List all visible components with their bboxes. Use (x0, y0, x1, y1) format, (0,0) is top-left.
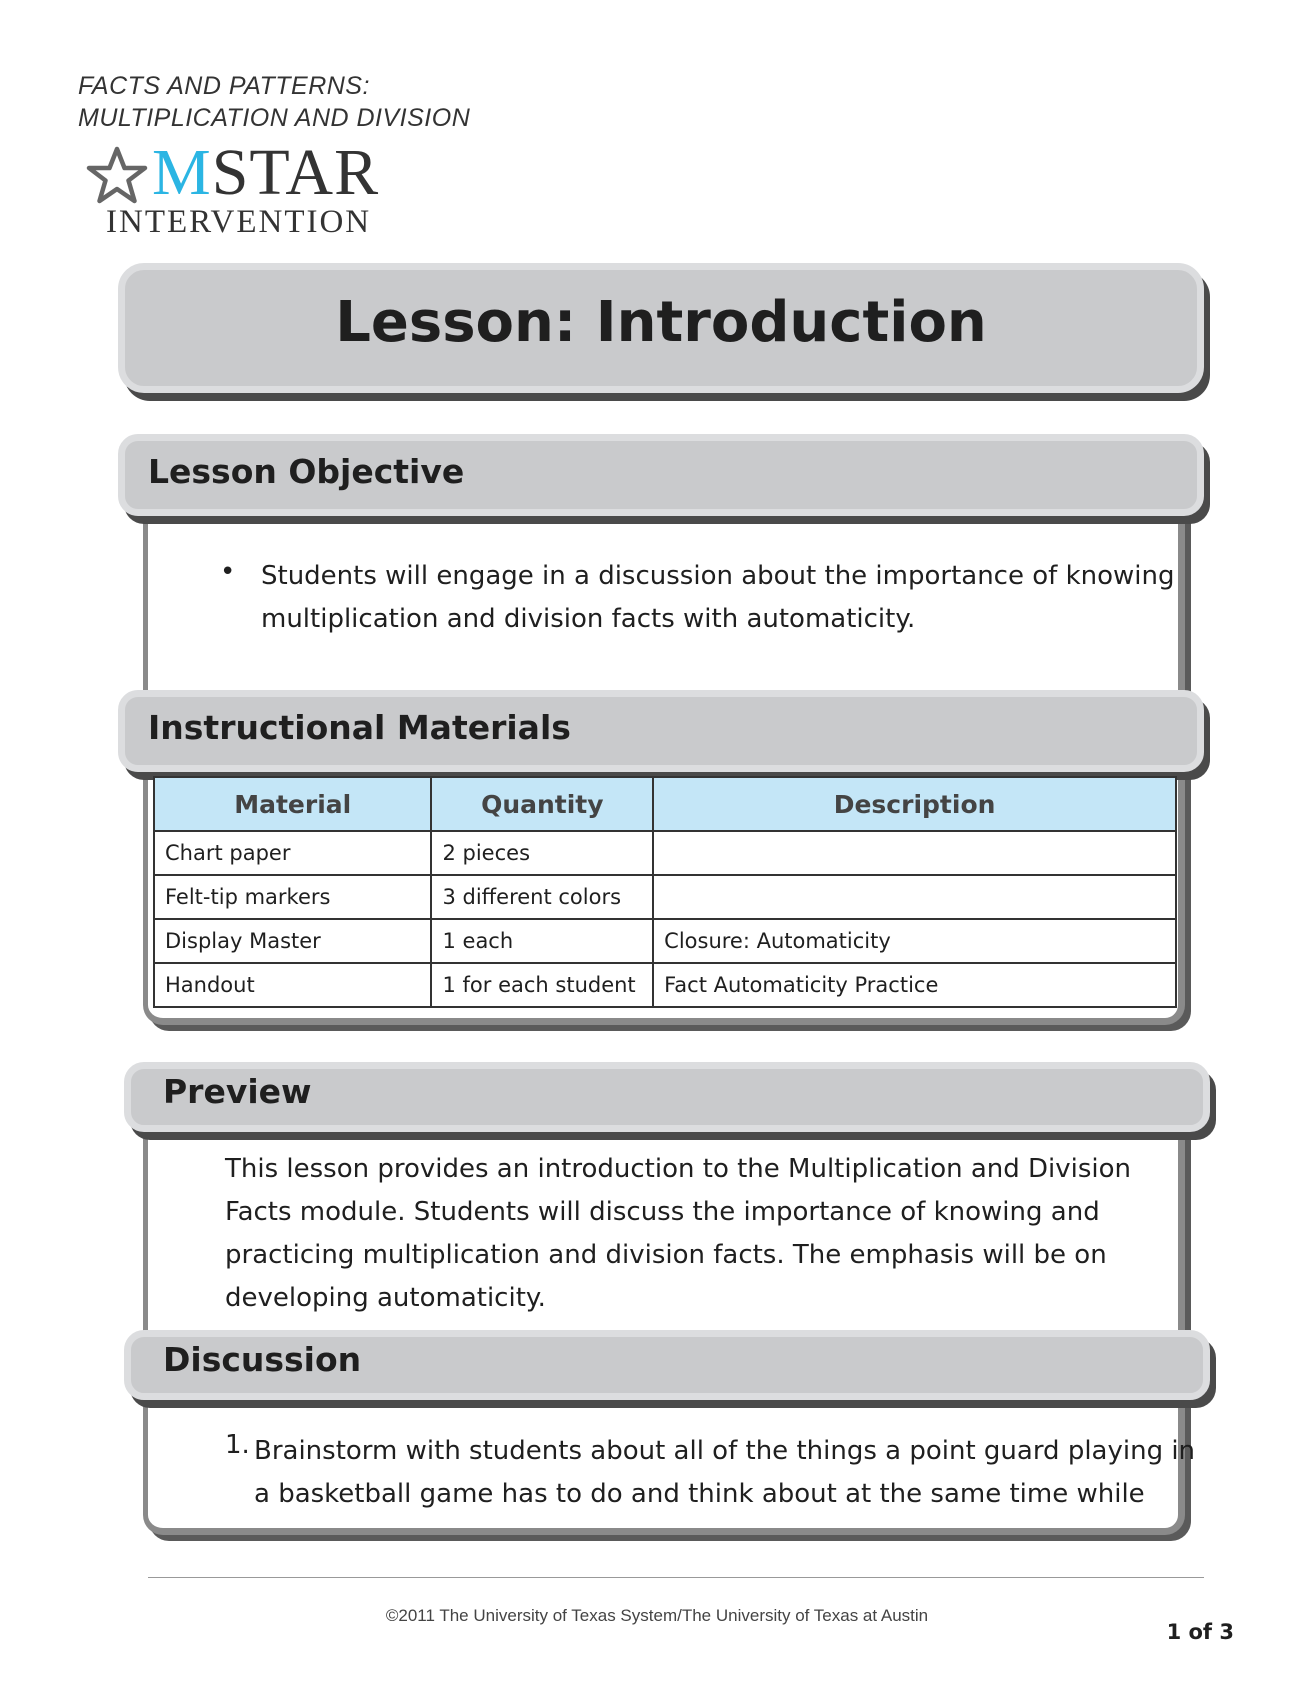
table-cell: 1 for each student (431, 963, 653, 1007)
table-cell: Handout (154, 963, 431, 1007)
logo-m: M (152, 136, 212, 209)
logo-star-text: STAR (211, 136, 380, 209)
table-row (154, 875, 1176, 919)
section-heading-preview: Preview (163, 1072, 312, 1111)
column-header-quantity: Quantity (431, 777, 653, 831)
section-heading-discussion: Discussion (163, 1340, 362, 1379)
copyright: ©2011 The University of Texas System/The University of Texas at Austin (385, 1606, 929, 1625)
table-header-row (154, 777, 1176, 831)
table-row (154, 919, 1176, 963)
table-cell: 2 pieces (431, 831, 653, 875)
logo-wordmark (152, 138, 379, 208)
discussion-item-number: 1. (225, 1430, 250, 1460)
preview-line-4: developing automaticity. (225, 1283, 546, 1313)
column-header-material: Material (154, 777, 431, 831)
preview-line-3: practicing multiplication and division facts. The emphasis will be on (225, 1240, 1107, 1270)
preview-text (225, 1148, 1131, 1320)
logo-subtitle: INTERVENTION (106, 204, 372, 240)
module-title-line1: FACTS AND PATTERNS: (78, 72, 370, 100)
table-cell: 3 different colors (431, 875, 653, 919)
preview-line-1: This lesson provides an introduction to the Multiplication and Division (225, 1154, 1132, 1184)
module-title-line2: MULTIPLICATION AND DIVISION (78, 104, 471, 132)
materials-table (153, 776, 1177, 1008)
discussion-line-1: Brainstorm with students about all of the things a point guard playing in (254, 1436, 1196, 1466)
table-cell: Chart paper (154, 831, 431, 875)
objective-text (261, 555, 1174, 641)
mstar-logo (86, 136, 386, 242)
objective-line-2: multiplication and division facts with automaticity. (261, 604, 916, 634)
table-row (154, 963, 1176, 1007)
table-cell (653, 831, 1176, 875)
discussion-line-2: a basketball game has to do and think about at the same time while (254, 1479, 1145, 1509)
preview-line-2: Facts module. Students will discuss the importance of knowing and (225, 1197, 1100, 1227)
footer-divider (148, 1577, 1204, 1578)
table-cell: Felt-tip markers (154, 875, 431, 919)
table-cell: Display Master (154, 919, 431, 963)
column-header-description: Description (653, 777, 1176, 831)
star-icon (86, 146, 148, 206)
page-title: Lesson: Introduction (335, 290, 987, 355)
table-cell: Closure: Automaticity (653, 919, 1176, 963)
table-cell (653, 875, 1176, 919)
objective-line-1: Students will engage in a discussion about the importance of knowing (261, 561, 1175, 591)
section-heading-materials: Instructional Materials (148, 708, 571, 747)
page-number: 1 of 3 (1166, 1620, 1234, 1644)
table-cell: Fact Automaticity Practice (653, 963, 1176, 1007)
section-heading-objective: Lesson Objective (148, 452, 465, 491)
table-row (154, 831, 1176, 875)
objective-bullet: • (220, 557, 236, 587)
discussion-text (254, 1430, 1195, 1516)
module-title (78, 70, 470, 134)
table-cell: 1 each (431, 919, 653, 963)
